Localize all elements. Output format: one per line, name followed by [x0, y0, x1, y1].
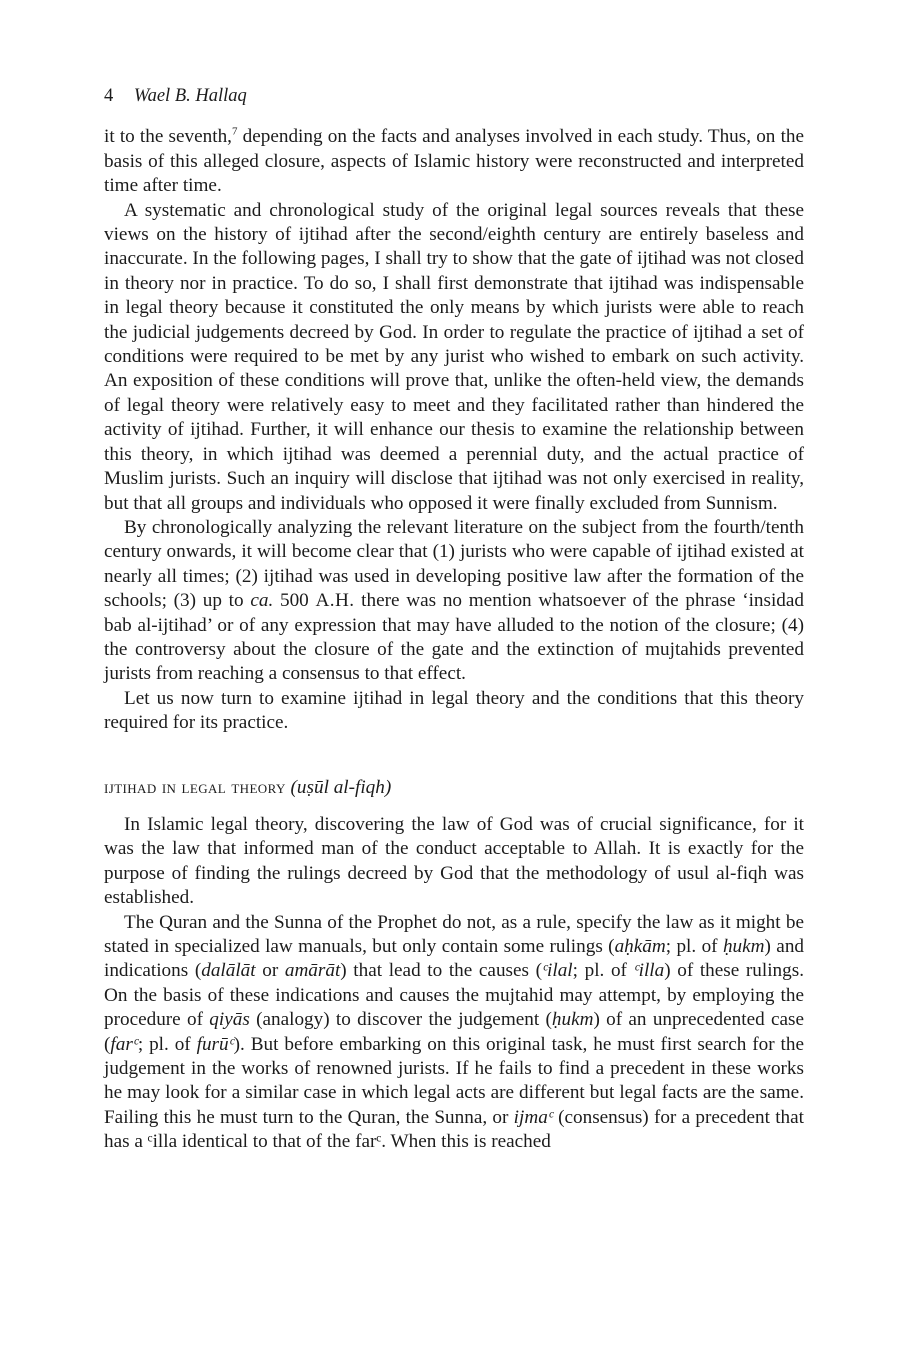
p6-term: ḥukm [722, 936, 765, 957]
paragraph-3-text-c: there was no mention whatsoever of the phrase ‘insidad bab al-ijtihad’ or of any expression that may have alluded to the notion of the closure; (4) the controversy about the closure of the gate and the extinction of mujtahids prevented jurists from reaching a consensus to that effect. [104, 590, 805, 685]
section-heading [104, 776, 804, 800]
book-page [104, 84, 804, 1155]
section-heading-title: ijtihad in legal theory [104, 776, 286, 798]
p6-term: ijmaᶜ [513, 1106, 553, 1128]
paragraph-3-text-b: 500 [273, 590, 316, 612]
paragraph-2: A systematic and chronological study of the original legal sources reveals that these views on the history of ijtihad after the second/eighth century are entirely baseless and inaccurate. In the following pages, I shall try to show that the gate of ijtihad was not closed in theory nor in practice. To do so, I shall first demonstrate that ijtihad was indispensable in legal theory because it constituted the only means by which jurists were able to reach the judicial judgements decreed by God. In order to regulate the practice of ijtihad a set of conditions were required to be met by any jurist who wished to embark on such activity. An exposition of these conditions will prove that, unlike the often-held view, the demands of legal theory were relatively easy to meet and they facilitated rather than hindered the activity of ijtihad. Further, it will enhance our thesis to examine the relationship between this theory, in which ijtihad was deemed a perennial duty, and the actual practice of Muslim jurists. Such an inquiry will disclose that ijtihad was not only exercised in reality, but that all groups and individuals who opposed it were finally excluded from Sunnism. [104, 199, 804, 514]
p6-text: (consensus) for a precedent that has a ᶜilla identical to that of the farᶜ. When this is reached [104, 1106, 804, 1153]
p6-term: amārāt [284, 960, 341, 982]
footnote-marker: 7 [231, 126, 238, 139]
paragraph-4: Let us now turn to examine ijtihad in legal theory and the conditions that this theory required for its practice. [104, 687, 804, 734]
p6-text: ; pl. of [137, 1033, 197, 1055]
abbrev-ah: A.H. [315, 590, 355, 612]
p6-term: ᶜilal [542, 960, 573, 982]
p6-text: (analogy) to discover the judgement ( [249, 1009, 552, 1031]
p6-term: aḥkām [614, 936, 666, 957]
p6-text: ; pl. of [572, 960, 634, 982]
p6-term: ḥukm [551, 1009, 594, 1031]
p6-text: ; pl. of [665, 936, 723, 957]
paragraph-1 [104, 125, 804, 198]
paragraph-6 [104, 911, 804, 1155]
paragraph-1-text-b: depending on the facts and analyses involved in each study. Thus, on the basis of this alleged closure, aspects of Islamic history were reconstructed and interpreted time after time. [104, 126, 805, 197]
paragraph-3 [104, 516, 804, 687]
p6-text: ) and indications ( [104, 936, 805, 982]
paragraph-5: In Islamic legal theory, discovering the law of God was of crucial significance, for it was the law that informed man of the conduct acceptable to Allah. It is exactly for the purpose of finding the rulings decreed by God that the methodology of usul al-fiqh was established. [104, 813, 804, 909]
paragraph-3-text-a: By chronologically analyzing the relevant literature on the subject from the fourth/tenth century onwards, it will become clear that (1) jurists who were capable of ijtihad existed at nearly all times; (2) ijtihad was used in developing positive law after the formation of the schools; (3) up to [104, 516, 804, 612]
p6-text: The Quran and the Sunna of the Prophet do not, as a rule, specify the law as it might be stated in specialized law manuals, but only contain some rulings ( [104, 911, 804, 957]
p6-term: qiyās [209, 1009, 250, 1031]
paragraph-1-text-a: it to the seventh, [104, 126, 232, 148]
running-head-author: Wael B. Hallaq [133, 86, 247, 106]
p6-text: ) of an unprecedented case ( [104, 1009, 804, 1055]
p6-term: dalālāt [201, 960, 256, 982]
p6-term: farᶜ [110, 1033, 138, 1055]
p6-term: furūᶜ [196, 1033, 234, 1055]
running-header [104, 84, 804, 108]
p6-text: or [255, 960, 285, 982]
page-number: 4 [104, 86, 114, 106]
p6-text: ). But before embarking on this original task, he must first search for the judgement in the works of renowned jurists. If he fails to find a precedent in these works he may look for a similar case in which legal acts are different but legal facts are the same. Failing this he must turn to the Quran, the Sunna, or [104, 1033, 804, 1128]
p6-text: ) of these rulings. On the basis of these indications and causes the mujtahid may attempt, by employing the procedure of [104, 960, 804, 1031]
p6-term: ᶜilla [633, 960, 665, 982]
p6-text: ) that lead to the causes ( [340, 960, 543, 982]
section-heading-subtitle: (uṣūl al-fiqh) [290, 776, 392, 798]
abbrev-circa: ca. [250, 590, 274, 612]
